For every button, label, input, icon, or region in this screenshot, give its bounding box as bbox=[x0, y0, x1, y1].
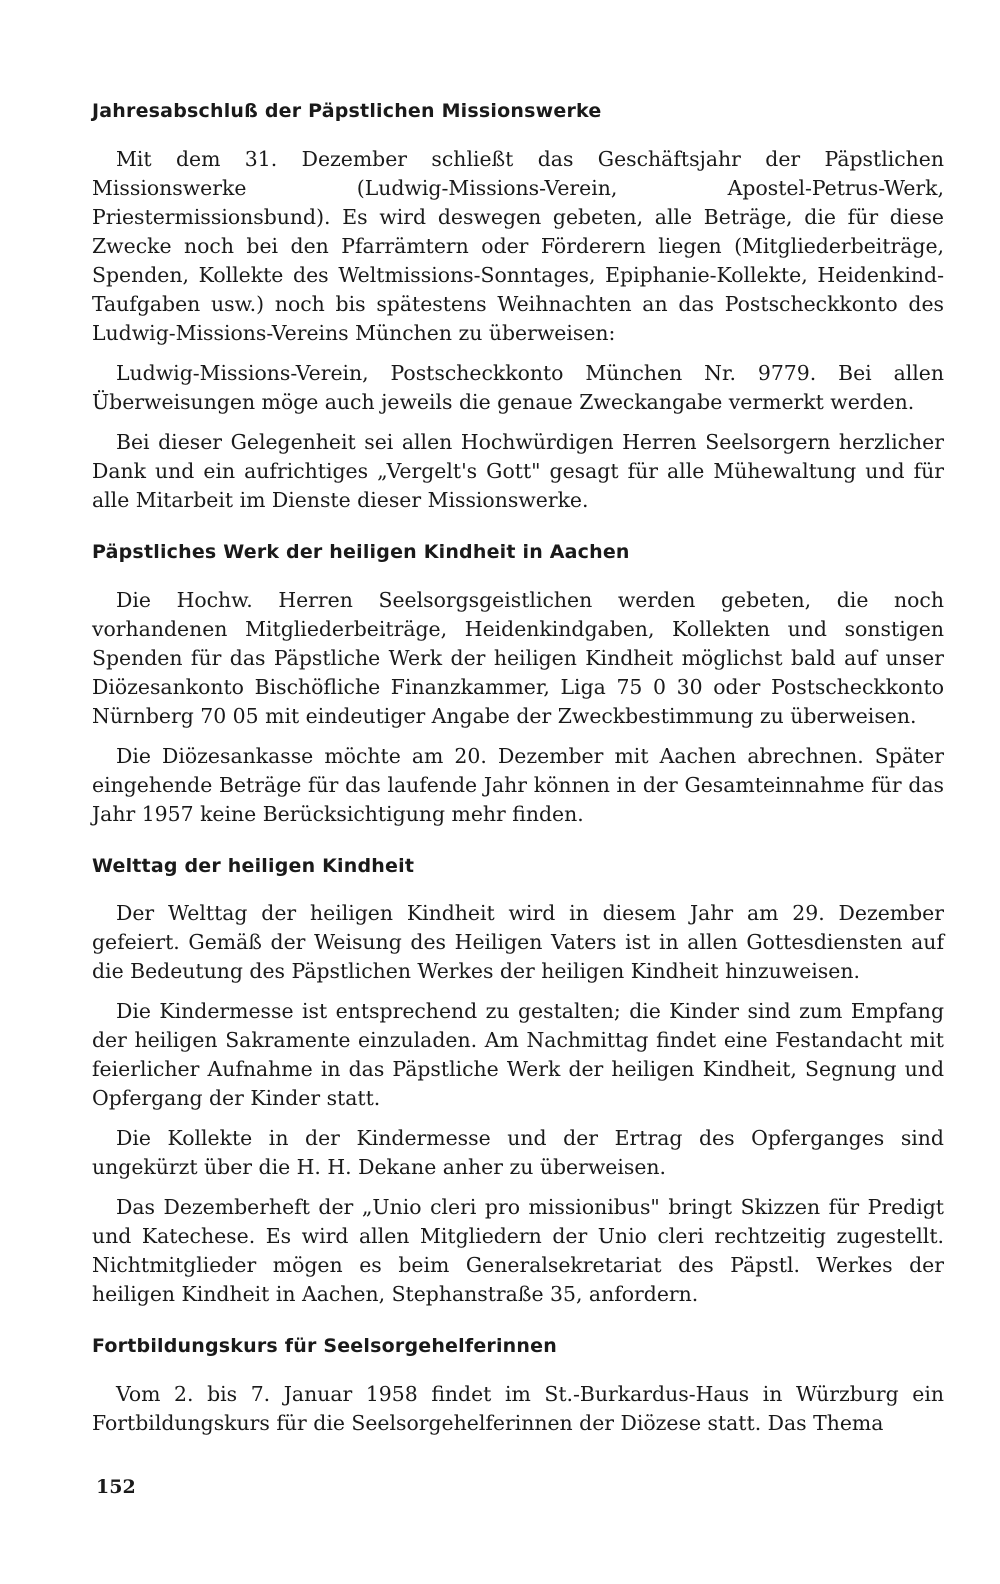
page-number: 152 bbox=[96, 1476, 136, 1498]
section-jahresabschluss bbox=[92, 100, 944, 515]
section-heading: Welttag der heiligen Kindheit bbox=[92, 854, 415, 877]
paragraph: Mit dem 31. Dezember schließt das Geschäftsjahr der Päpstlichen Missionswerke (Ludwig-Missions-Verein, Apostel-Petrus-Werk, Priestermissionsbund). Es wird deswegen gebeten, alle Beträge, die für diese Zwecke noch bei den Pfarrämtern oder Förderern liegen (Mitgliederbeiträge, Spenden, Kollekte des Weltmissions-Sonntages, Epiphanie-Kollekte, Heidenkind-Taufgaben usw.) noch bis spätestens Weihnachten an das Postscheckkonto des Ludwig-Missions-Vereins München zu überweisen: bbox=[92, 146, 944, 345]
section-heading: Jahresabschluß der Päpstlichen Missionswerke bbox=[92, 100, 602, 122]
paragraph: Vom 2. bis 7. Januar 1958 findet im St.-Burkardus-Haus in Würzburg ein Fortbildungskurs für die Seelsorgehelferinnen der Diözese statt. Das Thema bbox=[92, 1382, 944, 1436]
paragraph: Die Diözesankasse möchte am 20. Dezember mit Aachen abrechnen. Später eingehende Beträge für das laufende Jahr können in der Gesamteinnahme für das Jahr 1957 keine Berücksichtigung mehr finden. bbox=[92, 743, 944, 826]
page-content bbox=[92, 100, 944, 1464]
paragraph: Die Kindermesse ist entsprechend zu gestalten; die Kinder sind zum Empfang der heiligen Sakramente einzuladen. Am Nachmittag findet eine Festandacht mit feierlicher Aufnahme in das Päpstliche Werk der heiligen Kindheit, Segnung und Opfergang der Kinder statt. bbox=[92, 999, 944, 1111]
paragraph: Die Kollekte in der Kindermesse und der Ertrag des Opferganges sind ungekürzt über die H. H. Dekane anher zu überweisen. bbox=[92, 1126, 944, 1180]
paragraph: Das Dezemberheft der „Unio cleri pro missionibus" bringt Skizzen für Predigt und Katechese. Es wird allen Mitgliedern der Unio cleri rechtzeitig zugestellt. Nichtmitglieder mögen es beim Generalsekretariat des Päpstl. Werkes der heiligen Kindheit in Aachen, Stephanstraße 35, anfordern. bbox=[92, 1195, 944, 1307]
paragraph: Der Welttag der heiligen Kindheit wird in diesem Jahr am 29. Dezember gefeiert. Gemäß der Weisung des Heiligen Vaters ist in allen Gottesdiensten auf die Bedeutung des Päpstlichen Werkes der heiligen Kindheit hinzuweisen. bbox=[92, 901, 944, 984]
paragraph: Die Hochw. Herren Seelsorgsgeistlichen werden gebeten, die noch vorhandenen Mitgliederbeiträge, Heidenkindgaben, Kollekten und sonstigen Spenden für das Päpstliche Werk der heiligen Kindheit möglichst bald auf unser Diözesankonto Bischöfliche Finanzkammer, Liga 75 0 30 oder Postscheckkonto Nürnberg 70 05 mit eindeutiger Angabe der Zweckbestimmung zu überweisen. bbox=[92, 587, 944, 728]
paragraph: Bei dieser Gelegenheit sei allen Hochwürdigen Herren Seelsorgern herzlicher Dank und ein aufrichtiges „Vergelt's Gott" gesagt für alle Mühewaltung und für alle Mitarbeit im Dienste dieser Missionswerke. bbox=[92, 429, 944, 512]
section-heading: Päpstliches Werk der heiligen Kindheit in Aachen bbox=[92, 540, 630, 563]
section-welttag bbox=[92, 855, 944, 1310]
section-fortbildungskurs bbox=[92, 1335, 944, 1438]
section-heading: Fortbildungskurs für Seelsorgehelferinnen bbox=[92, 1335, 557, 1358]
paragraph: Ludwig-Missions-Verein, Postscheckkonto München Nr. 9779. Bei allen Überweisungen möge auch jeweils die genaue Zweckangabe vermerkt werden. bbox=[92, 360, 944, 414]
section-heilige-kindheit-aachen bbox=[92, 541, 944, 829]
